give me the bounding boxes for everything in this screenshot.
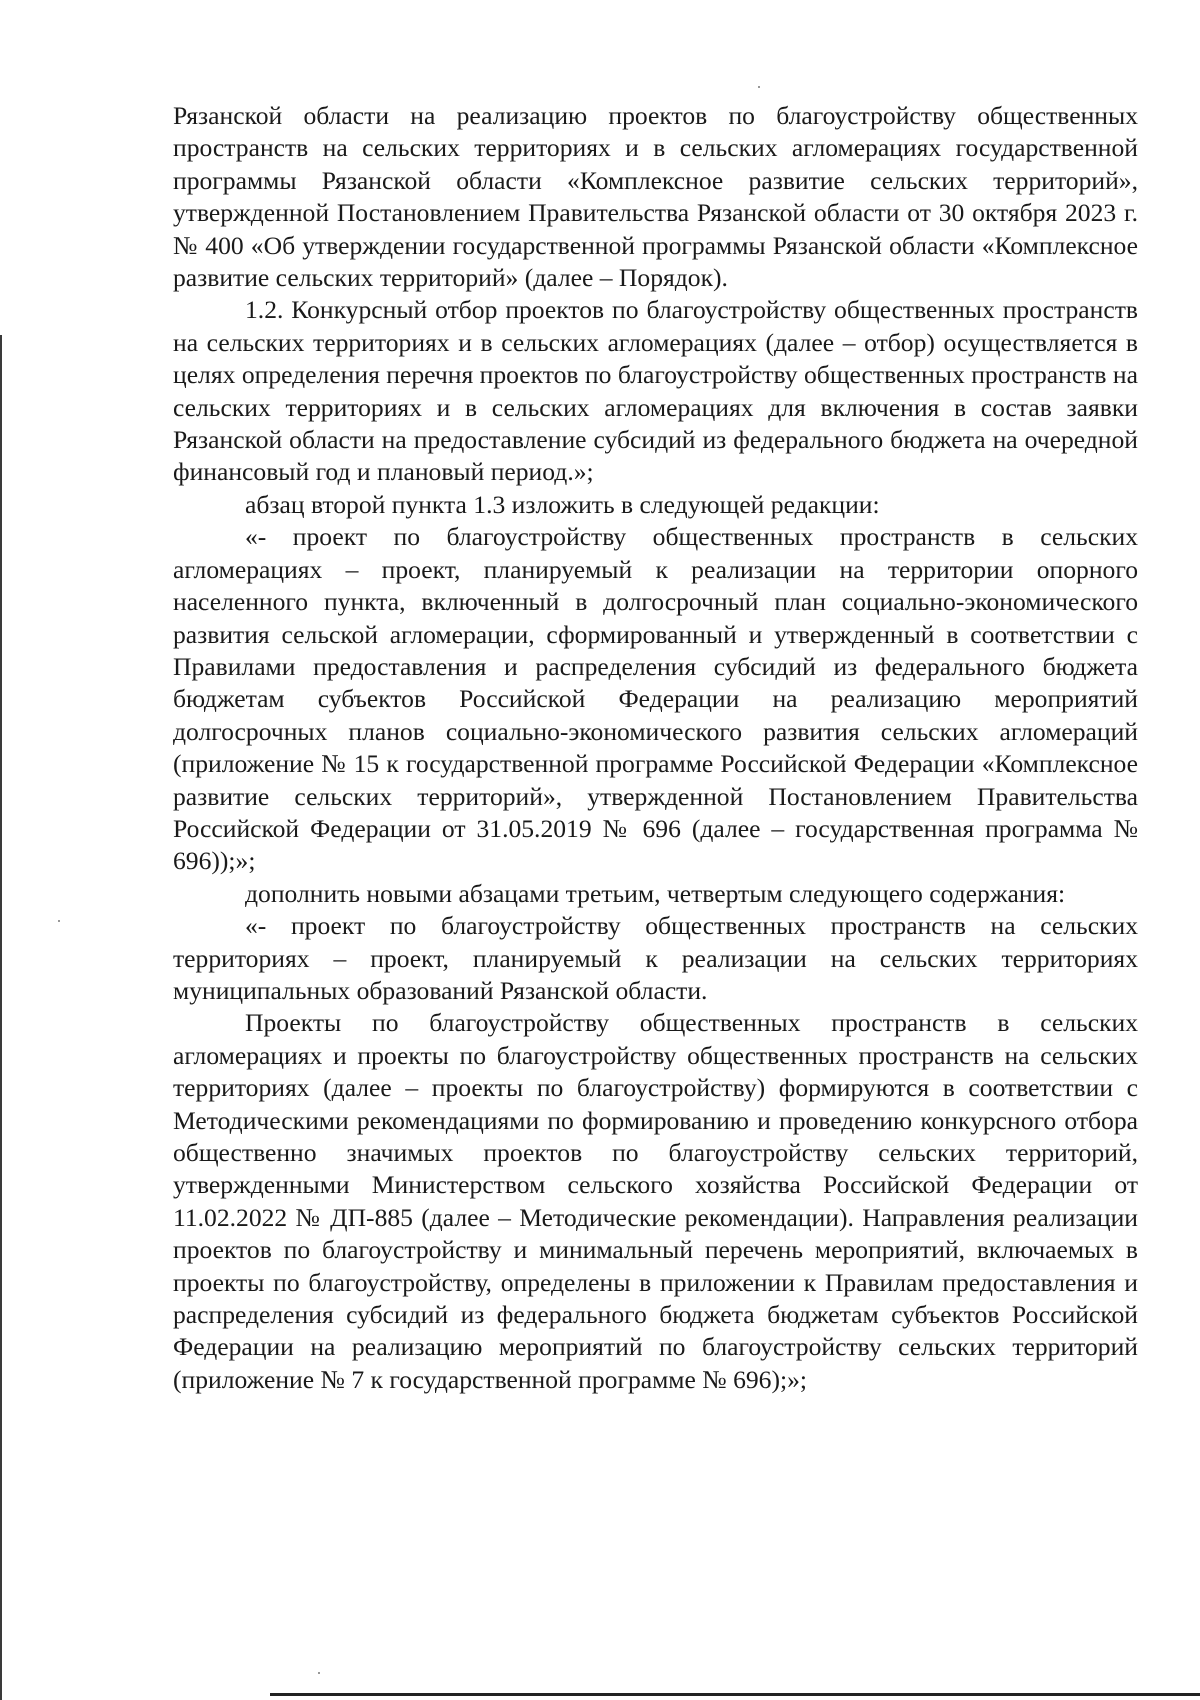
- paragraph-projects-formation: Проекты по благоустройству общественных пространств в сельских агломерациях и проекты по благоустройству общественных пространств на сельских территориях (далее – проекты по благоустройству) формируются в соответствии с Методическими рекомендациями по формированию и проведению конкурсного отбора общественно значимых проектов по благоустройству сельских территорий, утвержденными Министерством сельского хозяйства Российской Федерации от 11.02.2022 № ДП-885 (далее – Методические рекомендации). Направления реализации проектов по благоустройству и минимальный перечень мероприятий, включаемых в проекты по благоустройству, определены в приложении к Правилам предоставления и распределения субсидий из федерального бюджета бюджетам субъектов Российской Федерации на реализацию мероприятий по благоустройству сельских территорий (приложение № 7 к государственной программе № 696);»;: [173, 1008, 1138, 1394]
- paragraph-add-new-abzacy: дополнить новыми абзацами третьим, четвертым следующего содержания:: [245, 878, 1066, 908]
- scan-speck: [758, 86, 760, 88]
- paragraph-rural-project: «- проект по благоустройству общественных пространств на сельских территориях – проект, планируемый к реализации на сельских территориях муниципальных образований Рязанской области.: [173, 911, 1138, 1005]
- scan-left-edge: [0, 335, 2, 1700]
- document-body: [173, 100, 1138, 1396]
- paragraph-order-reference: Рязанской области на реализацию проектов по благоустройству общественных пространств на сельских территориях и в сельских агломерациях государственной программы Рязанской области «Комплексное развитие сельских территорий», утвержденной Постановлением Правительства Рязанской области от 30 октября 2023 г. № 400 «Об утверждении государственной программы Рязанской области «Комплексное развитие сельских территорий» (далее – Порядок).: [173, 101, 1138, 293]
- scan-speck: [318, 1672, 320, 1674]
- scan-bottom-edge: [270, 1693, 1200, 1696]
- paragraph-amend-1-3: абзац второй пункта 1.3 изложить в следующей редакции:: [245, 489, 880, 519]
- paragraph-agglomeration-project: «- проект по благоустройству общественных пространств в сельских агломерациях – проект, планируемый к реализации на территории опорного населенного пункта, включенный в долгосрочный план социально-экономического развития сельской агломерации, сформированный и утвержденный в соответствии с Правилами предоставления и распределения субсидий из федерального бюджета бюджетам субъектов Российской Федерации на реализацию мероприятий долгосрочных планов социально-экономического развития сельских агломераций (приложение № 15 к государственной программе Российской Федерации «Комплексное развитие сельских территорий», утвержденной Постановлением Правительства Российской Федерации от 31.05.2019 № 696 (далее – государственная программа № 696));»;: [173, 522, 1138, 876]
- scan-speck: [58, 920, 60, 922]
- paragraph-1-2-selection: 1.2. Конкурсный отбор проектов по благоустройству общественных пространств на сельских территориях и в сельских агломерациях (далее – отбор) осуществляется в целях определения перечня проектов по благоустройству общественных пространств на сельских территориях и в сельских агломерациях для включения в состав заявки Рязанской области на предоставление субсидий из федерального бюджета на очередной финансовый год и плановый период.»;: [173, 295, 1138, 487]
